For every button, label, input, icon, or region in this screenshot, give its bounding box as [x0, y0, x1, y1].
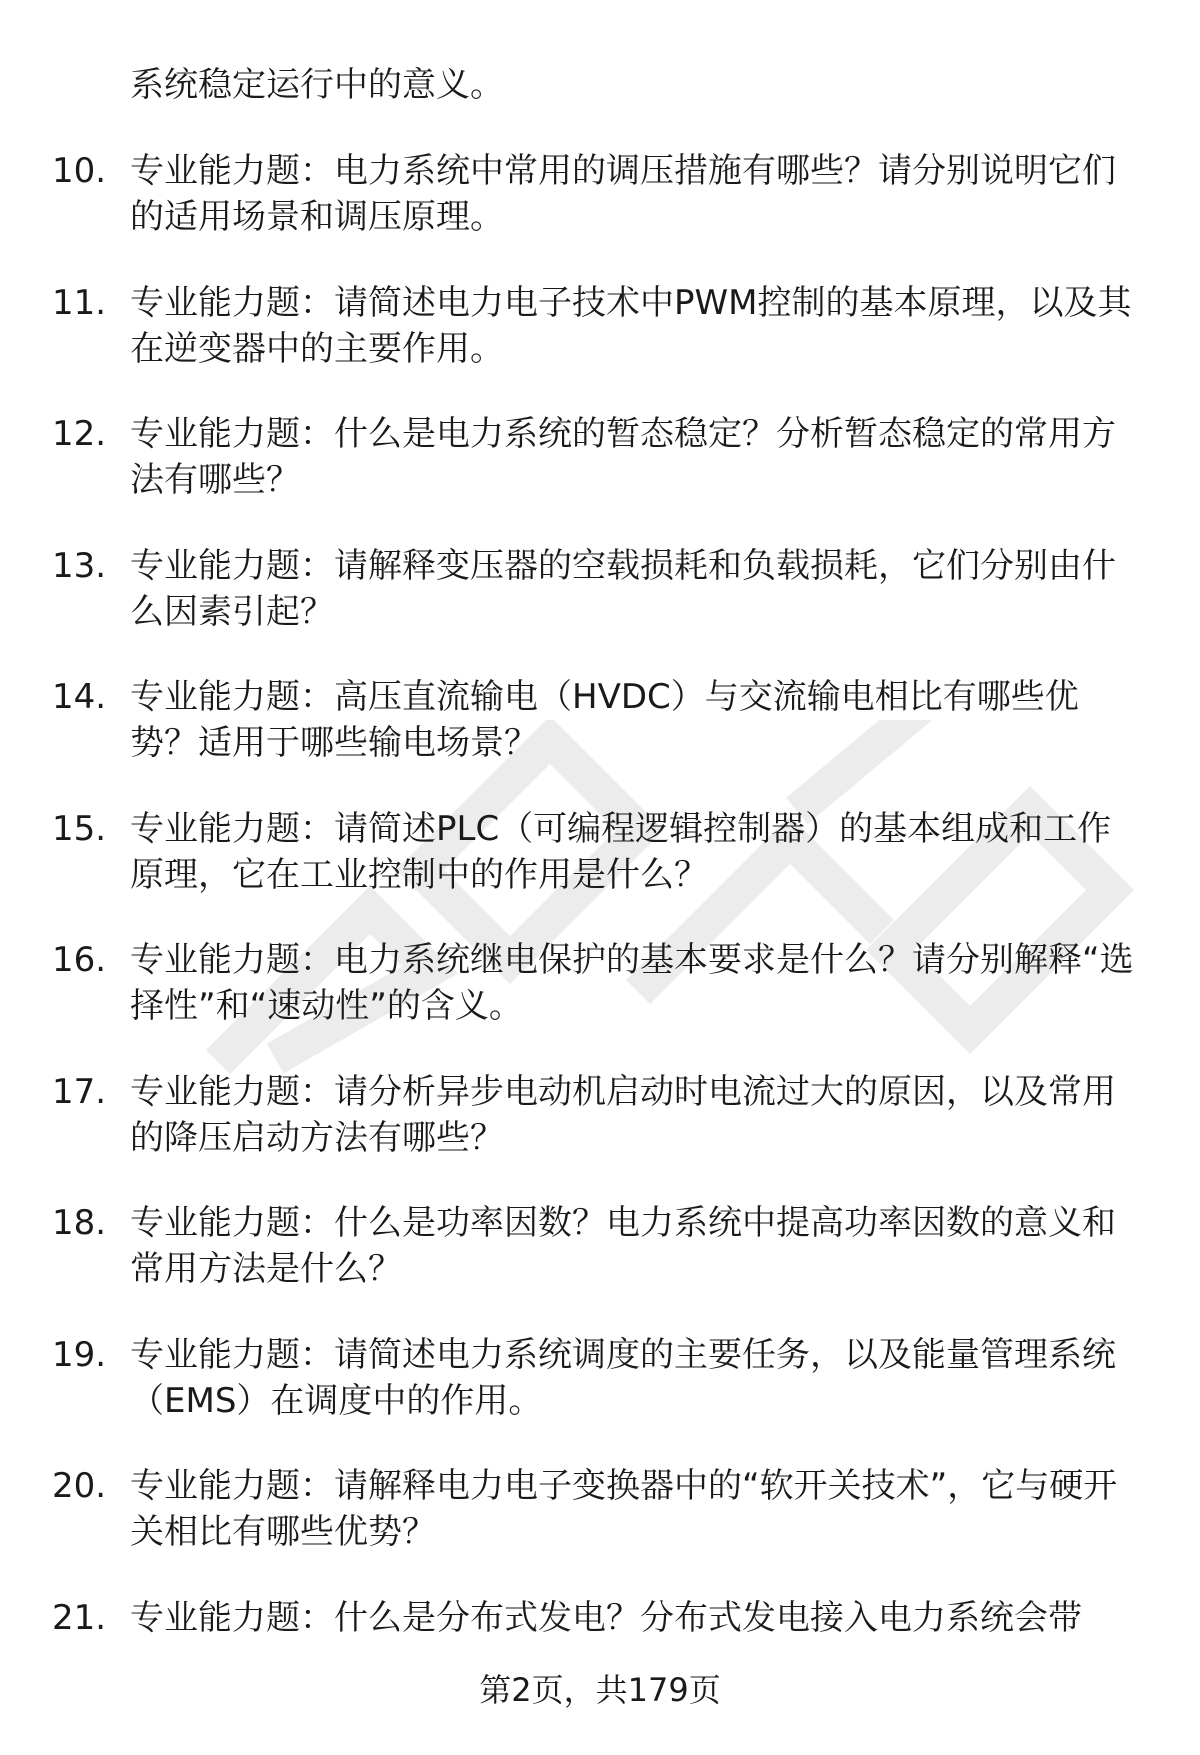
question-list	[0, 148, 1200, 1726]
page-footer: 第2页，共179页	[479, 1671, 721, 1709]
question-item	[0, 674, 1200, 806]
question-number: 12.	[52, 414, 107, 454]
question-text: 专业能力题：电力系统中常用的调压措施有哪些？请分别说明它们的适用场景和调压原理。	[130, 151, 1116, 237]
question-text: 专业能力题：请分析异步电动机启动时电流过大的原因，以及常用的降压启动方法有哪些？	[130, 1071, 1116, 1158]
question-item	[0, 1200, 1200, 1332]
question-number: 15.	[52, 808, 107, 849]
question-text: 专业能力题：什么是功率因数？电力系统中提高功率因数的意义和常用方法是什么？	[130, 1203, 1116, 1289]
question-item	[0, 937, 1200, 1069]
question-text: 专业能力题：请简述电力电子技术中PWM控制的基本原理，以及其在逆变器中的主要作用。	[130, 282, 1132, 369]
question-text: 专业能力题：电力系统继电保护的基本要求是什么？请分别解释“选择性”和“速动性”的含义。	[130, 940, 1134, 1026]
question-item	[0, 1332, 1200, 1464]
question-number: 21.	[52, 1597, 107, 1638]
question-item	[0, 280, 1200, 412]
question-text: 专业能力题：请简述电力系统调度的主要任务，以及能量管理系统（EMS）在调度中的作用。	[130, 1334, 1116, 1421]
question-number: 10.	[52, 151, 107, 191]
question-number: 14.	[52, 677, 107, 717]
question-text: 专业能力题：请简述PLC（可编程逻辑控制器）的基本组成和工作原理，它在工业控制中的作用是什么？	[130, 808, 1112, 895]
question-item	[0, 411, 1200, 543]
question-text: 专业能力题：请解释变压器的空载损耗和负载损耗，它们分别由什么因素引起？	[130, 545, 1116, 632]
question-item	[0, 1463, 1200, 1595]
question-text: 专业能力题：什么是分布式发电？分布式发电接入电力系统会带	[130, 1597, 1082, 1638]
question-number: 16.	[52, 940, 107, 980]
question-text: 专业能力题：高压直流输电（HVDC）与交流输电相比有哪些优势？适用于哪些输电场景？	[130, 677, 1079, 763]
question-item	[0, 1069, 1200, 1201]
question-text: 专业能力题：什么是电力系统的暂态稳定？分析暂态稳定的常用方法有哪些？	[130, 414, 1116, 500]
question-number: 11.	[52, 282, 107, 323]
question-item	[0, 543, 1200, 675]
question-item	[0, 148, 1200, 280]
question-number: 20.	[52, 1466, 107, 1506]
question-number: 17.	[52, 1071, 107, 1112]
question-number: 18.	[52, 1203, 107, 1243]
question-item	[0, 806, 1200, 938]
question-text: 专业能力题：请解释电力电子变换器中的“软开关技术”，它与硬开关相比有哪些优势？	[130, 1466, 1118, 1552]
question-number: 19.	[52, 1334, 107, 1375]
question-number: 13.	[52, 545, 107, 586]
continuation-text: 系统稳定运行中的意义。	[130, 65, 504, 105]
